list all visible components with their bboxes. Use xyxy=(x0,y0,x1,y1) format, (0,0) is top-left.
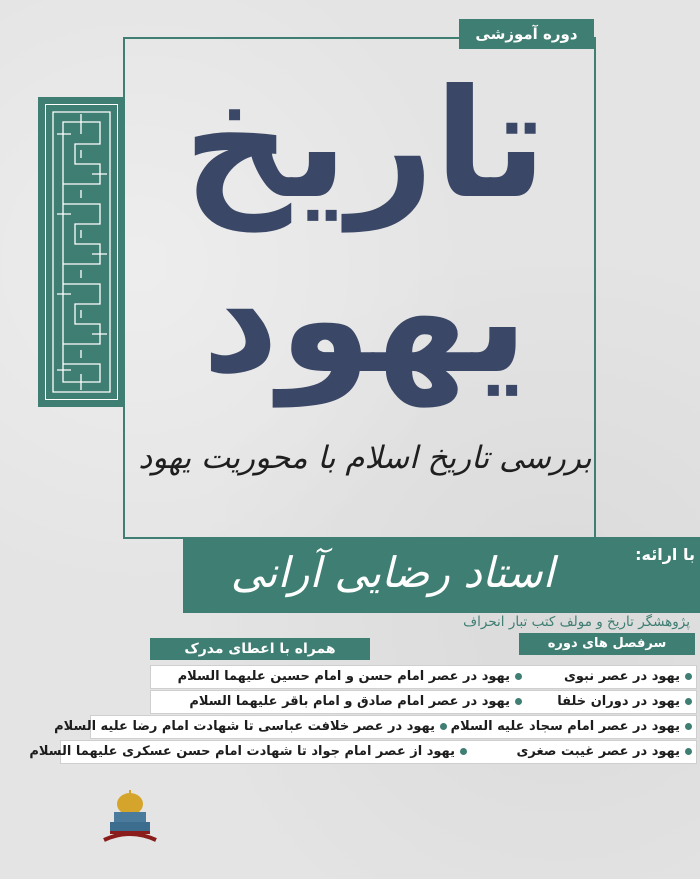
topic-item: یهود در عصر نبوی xyxy=(525,666,696,688)
certificate-label: همراه با اعطای مدرک xyxy=(150,638,370,660)
presenter-prefix: با ارائه: xyxy=(635,545,695,564)
title-line-1: تاریخ xyxy=(183,58,547,232)
frame-line-bottom xyxy=(123,537,183,539)
title-line-2: یهود xyxy=(201,233,529,407)
sections-label: سرفصل های دوره xyxy=(519,633,695,655)
presenter-name: استاد رضایی آرانی xyxy=(230,548,555,597)
topic-item: یهود در عصر غیبت صغری xyxy=(470,741,696,763)
topic-item: یهود در عصر امام صادق و امام باقر علیهما السلام xyxy=(150,691,526,713)
subtitle: بررسی تاریخ اسلام با محوریت یهود xyxy=(138,440,592,476)
islamic-pattern-icon xyxy=(38,97,125,407)
course-type-badge: دوره آموزشی xyxy=(459,19,594,49)
topic-item: یهود در عصر امام حسن و امام حسین علیهما السلام xyxy=(150,666,526,688)
topic-item: یهود در دوران خلفا xyxy=(525,691,696,713)
topic-item: یهود در عصر خلافت عباسی تا شهادت امام رضا علیه السلام xyxy=(90,716,451,738)
topic-item: یهود در عصر امام سجاد علیه السلام xyxy=(450,716,696,738)
topic-item: یهود از عصر امام جواد تا شهادت امام حسن عسکری علیهما السلام xyxy=(60,741,471,763)
dome-of-the-rock-logo-icon xyxy=(100,790,160,845)
presenter-role: پژوهشگر تاریخ و مولف کتب تبار انحراف xyxy=(463,614,690,630)
